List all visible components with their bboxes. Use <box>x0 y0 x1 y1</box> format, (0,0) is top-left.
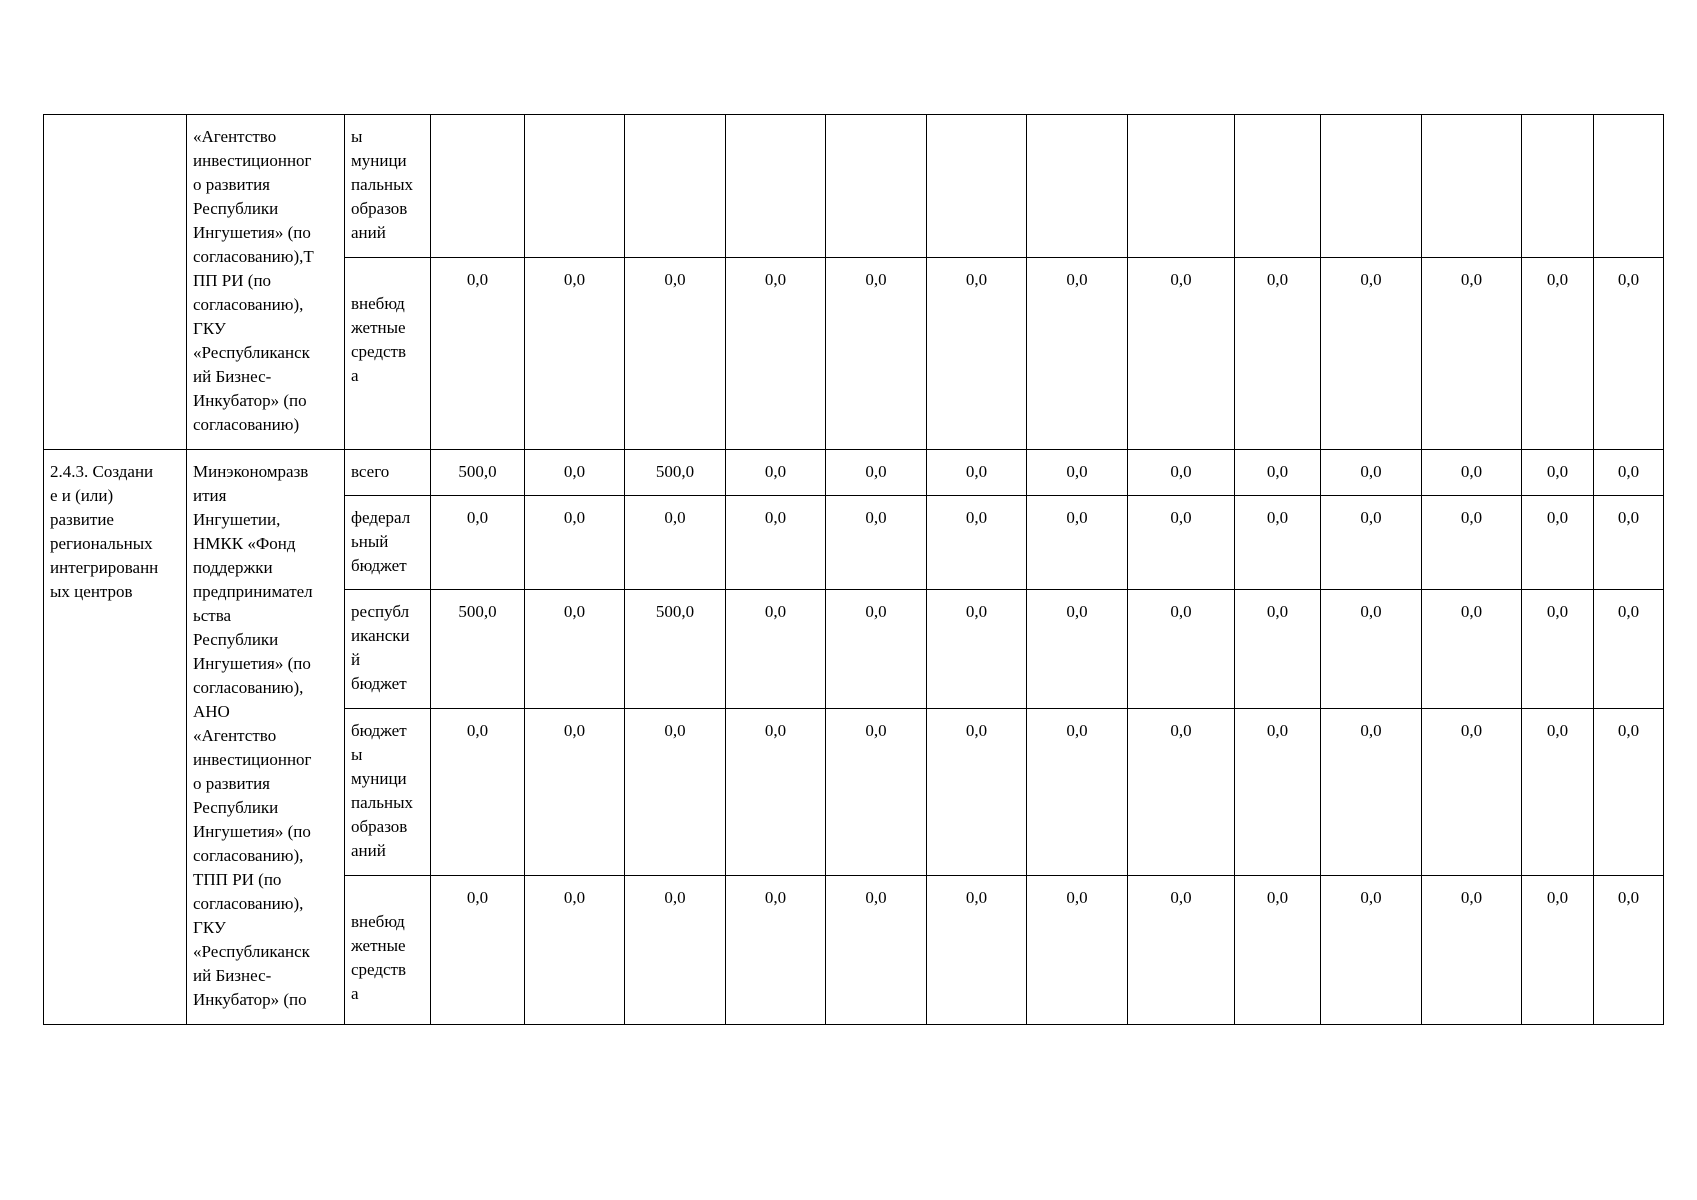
executor-cell <box>187 450 345 1025</box>
value-cell <box>1235 876 1321 1025</box>
value-cell-text: 500,0 <box>458 462 497 481</box>
value-cell <box>625 115 726 258</box>
value-cell <box>625 496 726 590</box>
value-cell <box>927 115 1027 258</box>
value-cell <box>1027 450 1128 496</box>
value-cell-text: 0,0 <box>1617 721 1640 740</box>
value-cell-text <box>826 115 926 125</box>
value-cell-text: 500,0 <box>655 462 695 481</box>
value-cell-text: 0,0 <box>1460 462 1483 481</box>
table-row <box>44 450 1664 496</box>
value-cell-text: 0,0 <box>1266 602 1289 621</box>
value-cell <box>1235 450 1321 496</box>
value-cell-text: 0,0 <box>664 888 686 907</box>
value-cell <box>826 590 927 709</box>
value-cell <box>1128 590 1235 709</box>
value-cell <box>1128 876 1235 1025</box>
value-cell <box>525 258 625 450</box>
value-cell <box>1027 709 1128 876</box>
value-cell-text: 0,0 <box>965 602 988 621</box>
value-cell-text: 0,0 <box>1546 508 1569 527</box>
value-cell-text: 0,0 <box>466 721 489 740</box>
measure-cell-text: 2.4.3. Создани е и (или) развитие региональных интегрированн ых центров <box>50 462 159 601</box>
value-cell-text: 0,0 <box>563 602 586 621</box>
value-cell-text: 0,0 <box>865 508 887 527</box>
value-cell <box>1027 115 1128 258</box>
value-cell-text: 0,0 <box>764 508 787 527</box>
value-cell <box>927 876 1027 1025</box>
value-cell-text: 0,0 <box>764 888 787 907</box>
value-cell-text: 0,0 <box>563 508 586 527</box>
value-cell-text: 0,0 <box>664 508 686 527</box>
value-cell-text: 0,0 <box>764 270 787 289</box>
funding-source-cell-text: всего <box>351 462 390 481</box>
value-cell <box>726 450 826 496</box>
value-cell <box>1422 876 1522 1025</box>
value-cell-text: 0,0 <box>1360 888 1382 907</box>
value-cell <box>1235 709 1321 876</box>
value-cell-text: 0,0 <box>1266 270 1289 289</box>
value-cell-text <box>525 115 624 125</box>
funding-source-cell <box>345 496 431 590</box>
value-cell <box>1027 590 1128 709</box>
value-cell-text: 0,0 <box>1066 462 1088 481</box>
value-cell <box>525 590 625 709</box>
value-cell-text: 0,0 <box>965 462 988 481</box>
value-cell <box>431 496 525 590</box>
value-cell-text: 0,0 <box>1360 462 1382 481</box>
value-cell-text <box>1594 115 1663 125</box>
value-cell <box>1321 590 1422 709</box>
value-cell-text: 0,0 <box>563 462 586 481</box>
value-cell-text: 0,0 <box>1617 270 1640 289</box>
value-cell-text <box>1128 115 1234 125</box>
value-cell-text: 0,0 <box>965 508 988 527</box>
value-cell <box>431 115 525 258</box>
value-cell-text: 0,0 <box>466 270 489 289</box>
executor-cell-text: Минэкономразв ития Ингушетии, НМКК «Фонд поддержки предпринимател ьства Республики Ингушетия» (по согласованию), АНО «Агентство инвестиционног о развития Республики Ингушетия» (по согласованию), ТПП РИ (по согласованию), ГКУ «Республиканск ий Бизнес- Инкубатор» (по <box>193 462 313 1009</box>
value-cell <box>1522 876 1594 1025</box>
value-cell-text: 0,0 <box>664 721 686 740</box>
value-cell <box>1594 258 1664 450</box>
value-cell <box>1522 709 1594 876</box>
value-cell <box>431 876 525 1025</box>
measure-cell-text <box>44 115 186 125</box>
value-cell-text: 0,0 <box>1170 462 1192 481</box>
value-cell <box>1522 115 1594 258</box>
funding-source-cell-text: республ икански й бюджет <box>351 602 410 693</box>
value-cell <box>1594 876 1664 1025</box>
value-cell <box>431 450 525 496</box>
value-cell <box>525 709 625 876</box>
value-cell <box>1235 590 1321 709</box>
value-cell <box>525 876 625 1025</box>
value-cell <box>726 258 826 450</box>
value-cell-text: 0,0 <box>1546 888 1569 907</box>
value-cell <box>1128 709 1235 876</box>
value-cell-text: 0,0 <box>1546 462 1569 481</box>
value-cell <box>1594 496 1664 590</box>
value-cell <box>927 258 1027 450</box>
value-cell-text: 0,0 <box>1266 888 1289 907</box>
value-cell-text: 0,0 <box>1360 508 1382 527</box>
value-cell <box>1594 590 1664 709</box>
value-cell-text: 0,0 <box>1066 888 1088 907</box>
table-row <box>44 115 1664 258</box>
value-cell-text: 0,0 <box>865 462 887 481</box>
value-cell <box>826 496 927 590</box>
value-cell-text: 0,0 <box>1066 508 1088 527</box>
value-cell <box>726 115 826 258</box>
value-cell <box>927 590 1027 709</box>
value-cell <box>1321 496 1422 590</box>
value-cell-text: 0,0 <box>1360 270 1382 289</box>
value-cell-text: 0,0 <box>563 270 586 289</box>
value-cell <box>726 709 826 876</box>
value-cell-text: 0,0 <box>764 602 787 621</box>
value-cell-text: 0,0 <box>1617 888 1640 907</box>
value-cell <box>1422 258 1522 450</box>
value-cell-text: 0,0 <box>865 270 887 289</box>
value-cell <box>1235 496 1321 590</box>
value-cell-text: 500,0 <box>458 602 497 621</box>
value-cell <box>625 590 726 709</box>
value-cell <box>1422 590 1522 709</box>
value-cell-text <box>726 115 825 125</box>
value-cell <box>826 258 927 450</box>
value-cell-text: 500,0 <box>655 602 695 621</box>
value-cell-text: 0,0 <box>664 270 686 289</box>
value-cell-text <box>431 115 524 125</box>
value-cell <box>1235 258 1321 450</box>
value-cell-text <box>927 115 1026 125</box>
value-cell <box>1321 258 1422 450</box>
value-cell-text: 0,0 <box>1066 602 1088 621</box>
funding-source-cell-text: внебюд жетные средств а <box>351 294 407 385</box>
value-cell-text: 0,0 <box>1266 508 1289 527</box>
value-cell-text <box>1027 115 1127 125</box>
value-cell-text: 0,0 <box>1170 602 1192 621</box>
value-cell-text: 0,0 <box>1617 602 1640 621</box>
funding-source-cell <box>345 590 431 709</box>
value-cell <box>625 450 726 496</box>
value-cell <box>1594 709 1664 876</box>
funding-source-cell-text: бюджет ы муници пальных образов аний <box>351 721 414 860</box>
funding-source-cell <box>345 450 431 496</box>
value-cell <box>1321 709 1422 876</box>
value-cell-text: 0,0 <box>865 602 887 621</box>
value-cell <box>1128 450 1235 496</box>
value-cell <box>525 450 625 496</box>
value-cell <box>1321 450 1422 496</box>
value-cell-text <box>1522 115 1593 125</box>
value-cell <box>726 496 826 590</box>
value-cell <box>1522 258 1594 450</box>
value-cell-text: 0,0 <box>1546 602 1569 621</box>
value-cell-text: 0,0 <box>563 721 586 740</box>
value-cell <box>1027 876 1128 1025</box>
value-cell-text: 0,0 <box>1170 270 1192 289</box>
value-cell-text <box>1235 115 1320 125</box>
measure-cell <box>44 450 187 1025</box>
value-cell-text: 0,0 <box>1066 721 1088 740</box>
value-cell-text: 0,0 <box>1460 602 1483 621</box>
value-cell-text: 0,0 <box>1170 508 1192 527</box>
value-cell <box>1422 450 1522 496</box>
value-cell-text: 0,0 <box>1460 270 1483 289</box>
value-cell-text: 0,0 <box>1460 508 1483 527</box>
value-cell <box>927 450 1027 496</box>
value-cell <box>1594 115 1664 258</box>
value-cell-text: 0,0 <box>865 888 887 907</box>
value-cell <box>625 709 726 876</box>
value-cell-text: 0,0 <box>1170 888 1192 907</box>
value-cell <box>1235 115 1321 258</box>
value-cell <box>927 496 1027 590</box>
value-cell-text: 0,0 <box>1546 721 1569 740</box>
value-cell <box>1594 450 1664 496</box>
value-cell-text <box>625 115 725 125</box>
value-cell-text: 0,0 <box>1460 888 1483 907</box>
value-cell-text: 0,0 <box>764 462 787 481</box>
value-cell <box>431 590 525 709</box>
value-cell <box>1128 115 1235 258</box>
value-cell <box>1027 258 1128 450</box>
value-cell <box>1522 496 1594 590</box>
value-cell-text: 0,0 <box>764 721 787 740</box>
value-cell <box>1321 876 1422 1025</box>
value-cell <box>1422 115 1522 258</box>
value-cell <box>431 709 525 876</box>
value-cell <box>431 258 525 450</box>
value-cell <box>826 450 927 496</box>
value-cell-text: 0,0 <box>965 721 988 740</box>
measure-cell <box>44 115 187 450</box>
value-cell-text: 0,0 <box>965 888 988 907</box>
value-cell-text: 0,0 <box>1617 508 1640 527</box>
value-cell <box>1128 496 1235 590</box>
value-cell <box>1522 450 1594 496</box>
value-cell <box>826 709 927 876</box>
value-cell <box>1321 115 1422 258</box>
value-cell <box>826 115 927 258</box>
value-cell-text: 0,0 <box>1360 721 1382 740</box>
value-cell-text: 0,0 <box>1617 462 1640 481</box>
value-cell <box>1422 709 1522 876</box>
value-cell <box>927 709 1027 876</box>
value-cell-text: 0,0 <box>1266 721 1289 740</box>
value-cell-text: 0,0 <box>965 270 988 289</box>
value-cell <box>1422 496 1522 590</box>
value-cell <box>525 115 625 258</box>
value-cell-text: 0,0 <box>1360 602 1382 621</box>
funding-source-cell-text: внебюд жетные средств а <box>351 912 407 1003</box>
value-cell-text <box>1321 115 1421 125</box>
value-cell <box>625 876 726 1025</box>
value-cell-text: 0,0 <box>466 888 489 907</box>
funding-source-cell-text: федерал ьный бюджет <box>351 508 411 575</box>
value-cell <box>625 258 726 450</box>
value-cell <box>525 496 625 590</box>
executor-cell <box>187 115 345 450</box>
value-cell <box>1128 258 1235 450</box>
value-cell <box>726 876 826 1025</box>
funding-source-cell <box>345 876 431 1025</box>
funding-source-cell-text: ы муници пальных образов аний <box>351 127 414 242</box>
value-cell-text: 0,0 <box>1546 270 1569 289</box>
funding-source-cell <box>345 258 431 450</box>
value-cell-text: 0,0 <box>1266 462 1289 481</box>
value-cell-text: 0,0 <box>1460 721 1483 740</box>
funding-source-cell <box>345 115 431 258</box>
value-cell <box>726 590 826 709</box>
funding-table <box>43 114 1664 1025</box>
value-cell-text: 0,0 <box>1170 721 1192 740</box>
value-cell-text <box>1422 115 1521 125</box>
value-cell-text: 0,0 <box>1066 270 1088 289</box>
value-cell <box>1522 590 1594 709</box>
funding-source-cell <box>345 709 431 876</box>
value-cell-text: 0,0 <box>563 888 586 907</box>
value-cell <box>1027 496 1128 590</box>
value-cell-text: 0,0 <box>865 721 887 740</box>
executor-cell-text: «Агентство инвестиционног о развития Республики Ингушетия» (по согласованию),Т ПП РИ (по согласованию), ГКУ «Республиканск ий Бизнес- Инкубатор» (по согласованию) <box>193 127 314 434</box>
value-cell <box>826 876 927 1025</box>
value-cell-text: 0,0 <box>466 508 489 527</box>
